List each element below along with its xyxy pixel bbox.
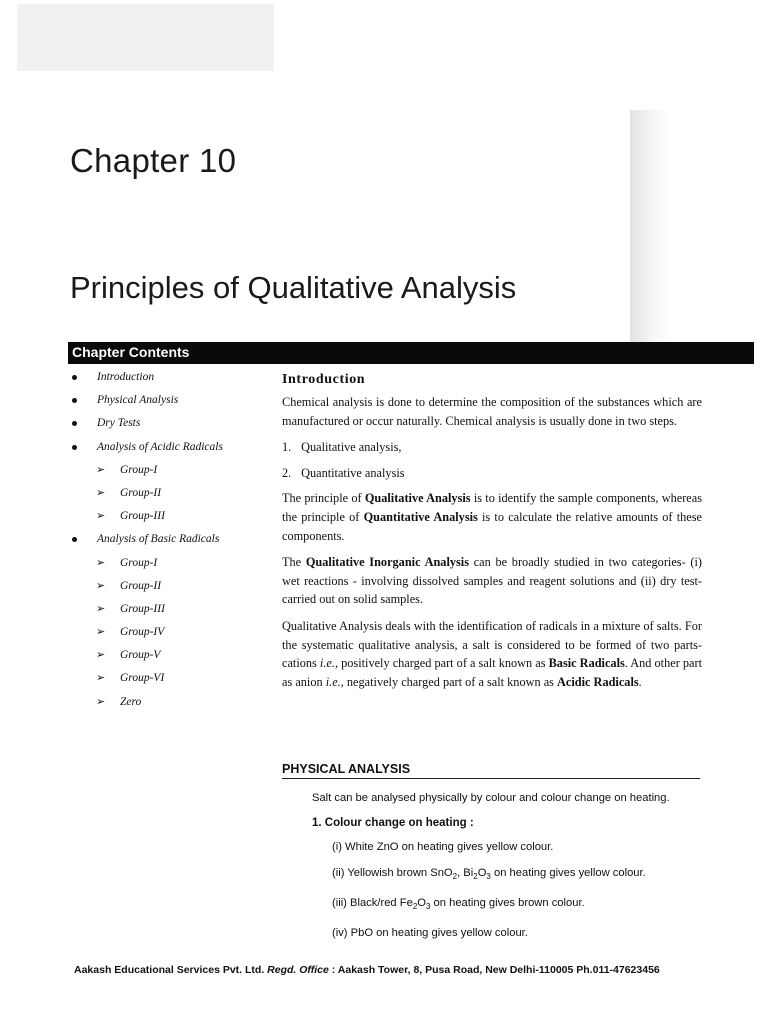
page-edge-shadow (630, 110, 670, 342)
chapter-number: Chapter 10 (70, 142, 237, 179)
toc-subitem (72, 510, 272, 533)
toc-label: Dry Tests (97, 417, 141, 430)
toc-item (72, 371, 272, 394)
toc-item (72, 417, 272, 440)
physical-analysis-section (282, 762, 700, 941)
arrow-bullet-icon: ➢ (96, 556, 106, 569)
colour-line-2: (ii) Yellowish brown SnO$_2$, $Bi_2O_3$ on heating gives yellow colour. (332, 867, 646, 882)
toc-subitem (72, 464, 272, 487)
toc-label: Group-II (120, 579, 162, 592)
toc-label: Group-II (120, 486, 162, 499)
toc-label: Physical Analysis (97, 394, 179, 407)
intro-paragraph-3: The Qualitative Inorganic Analysis can be broadly studied in two categories- (i) wet reactions - involving dissolved samples and reagent solutions and (ii) dry test-carried out on solid samples. (282, 555, 702, 607)
toc-label: Analysis of Acidic Radicals (97, 440, 223, 453)
step-item: 1. Qualitative analysis, (282, 440, 402, 455)
toc-label: Group-I (120, 463, 158, 476)
toc-subitem (72, 672, 272, 695)
chapter-contents-heading: Chapter Contents (72, 344, 190, 360)
arrow-bullet-icon: ➢ (96, 510, 106, 523)
bullet-icon (72, 398, 77, 403)
intro-paragraph-1: Chemical analysis is done to determine the composition of the substances which are manufactured or occur naturally. Chemical analysis is usually done in two steps. (282, 395, 702, 428)
page-footer: Aakash Educational Services Pvt. Ltd. Regd. Office : Aakash Tower, 8, Pusa Road, New Delhi-110005 Ph.011-47623456 (74, 964, 660, 976)
intro-paragraph-4: Qualitative Analysis deals with the identification of radicals in a mixture of salts. For the systematic qualitative analysis, a salt is considered to be formed of two parts-cations i.e., positively charged part of a salt known as Basic Radicals. And other part as anion i.e., negatively charged part of a salt known as Acidic Radicals. (282, 618, 702, 689)
toc-subitem (72, 557, 272, 580)
toc-item (72, 441, 272, 464)
chapter-contents-bar (68, 342, 754, 364)
toc-subitem (72, 696, 272, 719)
step-item: 2. Quantitative analysis (282, 465, 405, 480)
toc-label: Introduction (97, 371, 155, 383)
toc-subitem (72, 649, 272, 672)
physical-analysis-intro: Salt can be analysed physically by colour and colour change on heating. (312, 792, 670, 804)
introduction-section (282, 371, 702, 699)
intro-paragraph-2: The principle of Qualitative Analysis is to identify the sample components, whereas the principle of Quantitative Analysis is to calculate the relative amounts of these components. (282, 491, 703, 543)
toc-label: Group-IV (120, 626, 165, 639)
arrow-bullet-icon: ➢ (96, 649, 106, 662)
toc-item (72, 533, 272, 556)
colour-line-1: (i) White ZnO on heating gives yellow colour. (332, 841, 554, 853)
toc-subitem (72, 603, 272, 626)
toc-label: Group-III (120, 510, 165, 523)
arrow-bullet-icon: ➢ (96, 672, 106, 685)
colour-line-4: (iv) PbO on heating gives yellow colour. (332, 927, 528, 940)
arrow-bullet-icon: ➢ (96, 463, 106, 476)
bullet-icon (72, 537, 77, 542)
toc-item (72, 394, 272, 417)
colour-line-3: (iii) Black/red $Fe_2O_3$ on heating gives brown colour. (332, 897, 585, 912)
bullet-icon (72, 375, 77, 380)
table-of-contents (72, 371, 272, 719)
physical-analysis-heading: PHYSICAL ANALYSIS (282, 762, 700, 779)
toc-subitem (72, 487, 272, 510)
arrow-bullet-icon: ➢ (96, 579, 106, 592)
arrow-bullet-icon: ➢ (96, 626, 106, 639)
chapter-title: Principles of Qualitative Analysis (70, 270, 517, 305)
header-blank-box (17, 4, 274, 71)
toc-label: Group-VI (120, 672, 165, 685)
arrow-bullet-icon: ➢ (96, 695, 106, 708)
toc-label: Group-I (120, 556, 158, 569)
arrow-bullet-icon: ➢ (96, 486, 106, 499)
toc-label: Group-V (120, 649, 161, 662)
toc-label: Zero (120, 695, 142, 708)
toc-subitem (72, 580, 272, 603)
toc-subitem (72, 626, 272, 649)
introduction-heading: Introduction (282, 372, 366, 387)
bullet-icon (72, 445, 77, 450)
toc-label: Analysis of Basic Radicals (97, 533, 220, 546)
colour-change-subheading: 1. Colour change on heating : (312, 817, 474, 829)
arrow-bullet-icon: ➢ (96, 602, 106, 615)
bullet-icon (72, 421, 77, 426)
toc-label: Group-III (120, 602, 165, 615)
